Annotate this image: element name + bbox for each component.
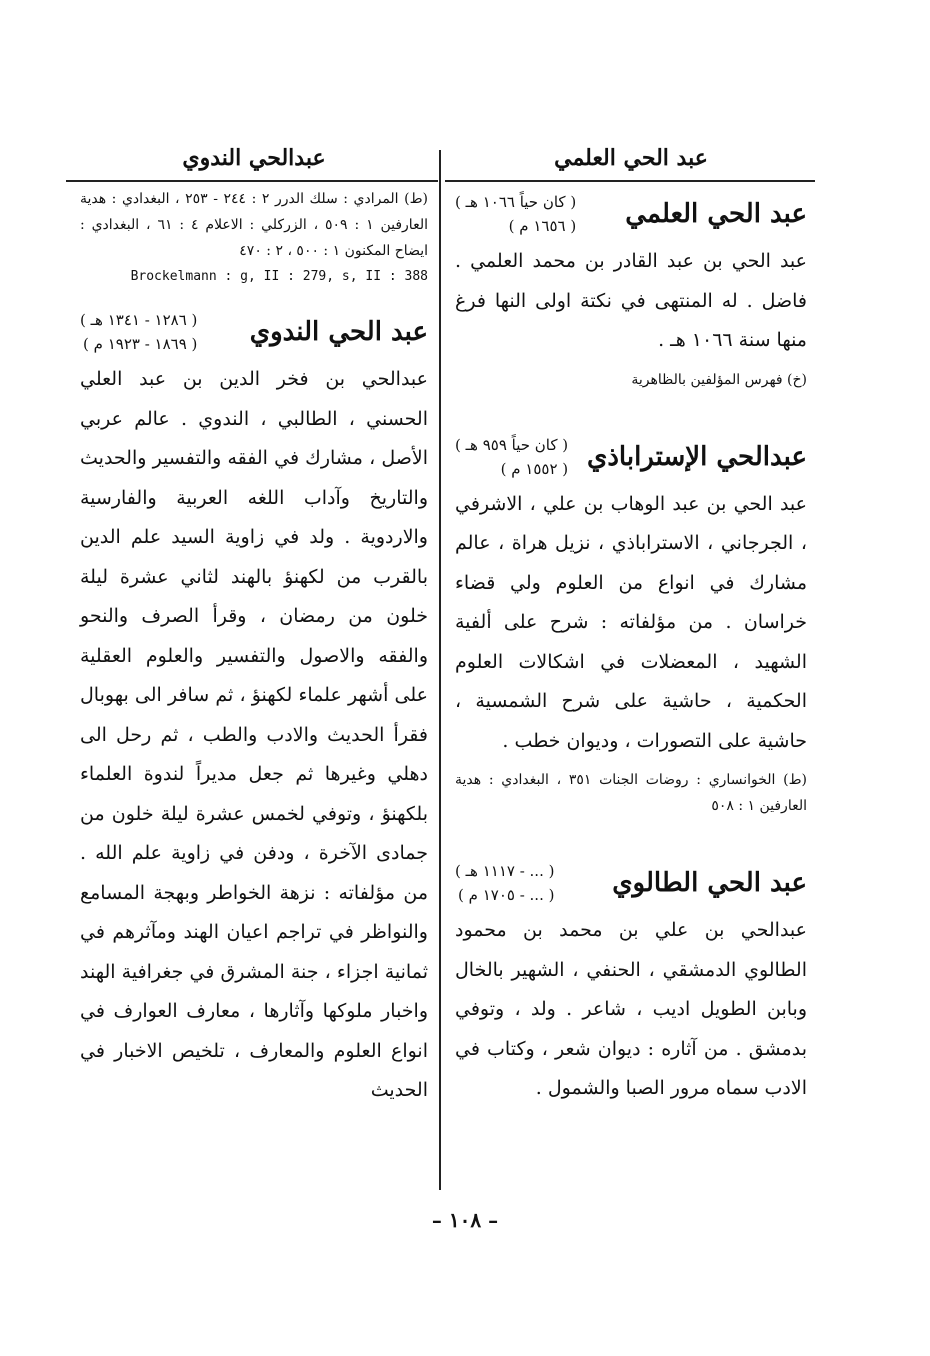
entry-text: عبدالحي بن علي بن محمد بن محمود الطالوي الدمشقي ، الحنفي ، الشهير بالخال وبابن الطويل اديب ، شاعر . ولد ، وتوفي بدمشق . من آثاره : ديوان شعر ، وكتاب في الادب سماه مرور الصبا والشمول . (455, 919, 807, 1099)
dates-hijri: ( ... - ١١١٧ هـ ) (455, 862, 555, 880)
entry-text: عبدالحي بن فخر الدين بن عبد العلي الحسني ، الطالبي ، الندوي . عالم عربي الأصل ، مشارك في الفقه والتفسير والحديث والتاريخ وآداب اللغه العربية والفارسية والاردوية . ولد في زاوية السيد علم الدين بالقرب من لكهنؤ بالهند لثاني عشرة ليلة خلون من رمضان ، وقرأ الصرف والنحو والفقه والاصول والتفسير والعلوم العقلية على أشهر علماء لكهنؤ ، ثم سافر الى بهوبال فقرأ الحديث والادب والطب ، ثم رحل الى دهلي وغيرها ثم جعل مديراً لندوة العلماء بلكهنؤ ، وتوفي لخمس عشرة ليلة خلون من جمادى الآخرة ، ودفن في زاوية علم الله . من مؤلفاته : نزهة الخواطر وبهجة المسامع والنواظر في تراجم اعيان الهند ومآثرهم في ثمانية اجزاء ، جنة المشرق في جغرافية الهند واخبار ملوكها وآثارها ، معارف العوارف في انواع العلوم والمعارف ، تلخيص الاخبار في الحديث (80, 368, 428, 1101)
entry-dates (455, 433, 568, 481)
dates-gregorian: ( ١٨٦٩ - ١٩٢٣ م ) (83, 335, 198, 353)
entry-source: (ط) الخوانساري : روضات الجنات ٣٥١ ، البغدادي : هدية العارفين ١ : ٥٠٨ (455, 772, 807, 814)
running-header-left: عبدالحي الندوي (182, 145, 326, 171)
entry-heading (80, 308, 428, 356)
right-column (455, 140, 807, 1109)
entry-dates (455, 190, 576, 238)
dates-hijri: ( كان حياً ١٠٦٦ هـ ) (455, 193, 577, 211)
entry-dates (455, 859, 554, 907)
page-number: – ١٠٨ – (431, 1208, 499, 1232)
left-column (80, 140, 428, 1111)
source-continued: (ط) المرادي : سلك الدرر ٢ : ٢٤٤ - ٢٥٣ ، البغدادي : هدية العارفين ١ : ٥٠٩ ، الزركلي : الاعلام ٤ : ٦١ ، البغدادي : ايضاح المكنون ١ : ٥٠٠ ، ٢ : ٤٧٠ (80, 191, 428, 259)
running-header-right: عبد الحي العلمي (554, 145, 708, 171)
entry-heading (455, 190, 807, 238)
dates-gregorian: ( ... - ١٧٠٥ م ) (458, 886, 555, 904)
column-divider (439, 150, 441, 1190)
entry-name: عبدالحي الإستراباذي (587, 441, 807, 472)
entry-name: عبد الحي الطالوي (612, 868, 807, 898)
entry-name: عبد الحي العلمي (625, 199, 807, 229)
entry-name: عبد الحي الندوي (249, 317, 428, 347)
dates-hijri: ( ١٢٨٦ - ١٣٤١ هـ ) (80, 311, 198, 329)
dates-gregorian: ( ١٥٥٢ م ) (500, 459, 569, 478)
entry-heading (455, 859, 807, 907)
entry-source: (خ) فهرس المؤلفين بالظاهرية (631, 371, 807, 388)
entry-text: عبد الحي بن عبد الوهاب بن علي ، الاشرفي ، الجرجاني ، الاستراباذي ، نزيل هراة ، عالم مشارك في انواع من العلوم ولي قضاء خراسان . من مؤلفاته : شرح على ألفية الشهيد ، المعضلات في اشكالات العلوم الحكمية ، حاشية على شرح الشمسية ، حاشية على التصورات ، وديوان خطب . (455, 492, 807, 752)
entry-text: عبد الحي بن عبد القادر بن محمد العلمي . فاضل . له المنتهى في نكتة اولى النها فرغ منها سنة ١٠٦٦ هـ . (455, 250, 807, 351)
source-latin: Brockelmann : g, II : 279, s, II : 388 (130, 269, 428, 284)
dates-gregorian: ( ١٦٥٦ م ) (508, 217, 577, 235)
entry-heading (455, 433, 807, 481)
dates-hijri: ( كان حياً ٩٥٩ هـ ) (455, 435, 569, 454)
entry-dates (80, 308, 197, 356)
